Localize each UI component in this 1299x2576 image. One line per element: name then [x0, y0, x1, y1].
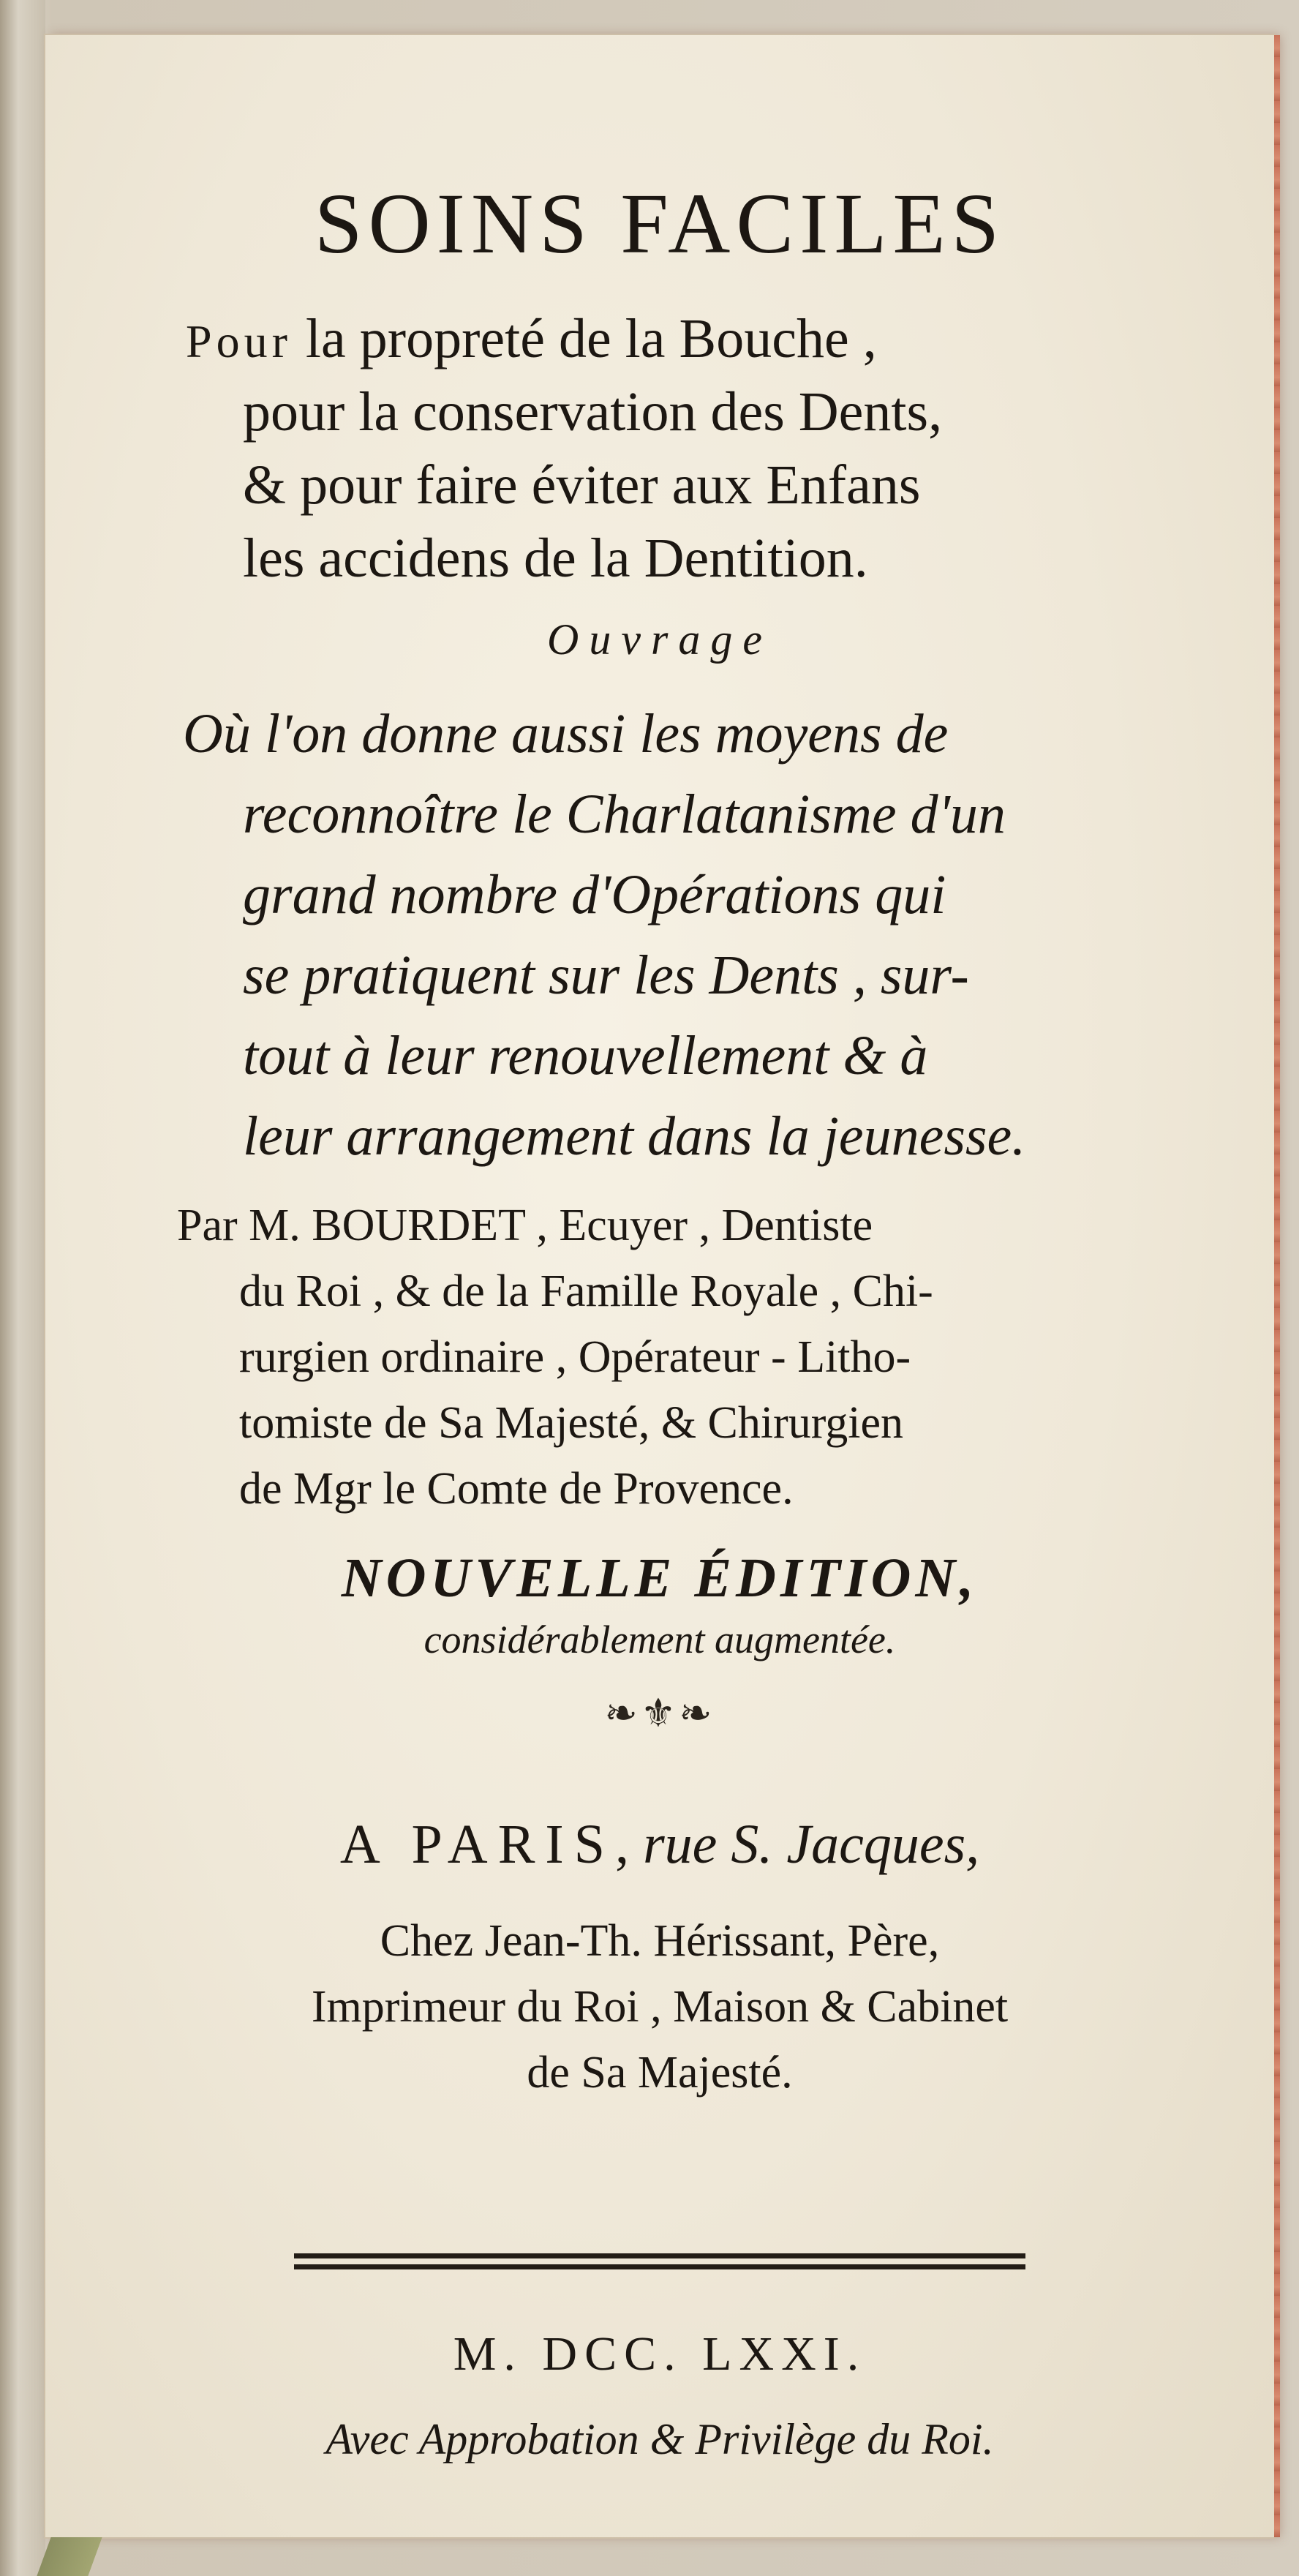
printer-line-2: Imprimeur du Roi , Maison & Cabinet — [311, 1982, 1009, 2032]
description-line-5: tout à leur renouvellement & à — [243, 1025, 928, 1086]
ouvrage-label: Ouvrage — [547, 615, 772, 664]
edition-note: considérablement augmentée. — [423, 1618, 896, 1661]
fleuron-ornament: ❧⚜❧ — [604, 1690, 715, 1736]
approbation-line: Avec Approbation & Privilège du Roi. — [325, 2415, 994, 2463]
subtitle-line-2: pour la conservation des Dents, — [243, 381, 943, 443]
bookmark-ribbon — [37, 2537, 102, 2576]
author-line-1: Par M. BOURDET , Ecuyer , Dentiste — [177, 1201, 873, 1250]
book-spine-edge — [0, 0, 45, 2576]
imprint-place — [45, 1813, 1274, 1877]
printer-line-1: Chez Jean-Th. Hérissant, Père, — [380, 1916, 940, 1966]
description-line-4: se pratiquent sur les Dents , sur- — [243, 945, 969, 1006]
author-line-2: du Roi , & de la Famille Royale , Chi- — [239, 1266, 933, 1316]
imprint-street: rue S. Jacques, — [643, 1814, 980, 1875]
subtitle-line-1 — [186, 307, 877, 371]
subtitle-line-3: & pour faire éviter aux Enfans — [243, 454, 921, 516]
subtitle-text-1: la propreté de la Bouche , — [305, 308, 877, 369]
imprint-city: A PARIS, — [339, 1814, 639, 1875]
description-line-6: leur arrangement dans la jeunesse. — [243, 1105, 1026, 1167]
description-line-2: reconnoître le Charlatanisme d'un — [243, 784, 1006, 845]
subtitle-lead: Pour — [186, 315, 292, 367]
printer-line-3: de Sa Majesté. — [527, 2048, 793, 2098]
description-line-1: Où l'on donne aussi les moyens de — [183, 703, 949, 765]
title-page — [45, 35, 1274, 2537]
publication-date: M. DCC. LXXI. — [453, 2327, 867, 2381]
subtitle-line-4: les accidens de la Dentition. — [243, 527, 868, 589]
author-line-3: rurgien ordinaire , Opérateur - Litho- — [239, 1332, 911, 1382]
author-line-5: de Mgr le Comte de Provence. — [239, 1464, 794, 1514]
double-rule-divider — [294, 2253, 1025, 2269]
description-line-3: grand nombre d'Opérations qui — [243, 864, 946, 925]
edition-heading: NOUVELLE ÉDITION, — [341, 1547, 979, 1609]
book-title: SOINS FACILES — [314, 176, 1006, 271]
author-line-4: tomiste de Sa Majesté, & Chirurgien — [239, 1398, 904, 1448]
